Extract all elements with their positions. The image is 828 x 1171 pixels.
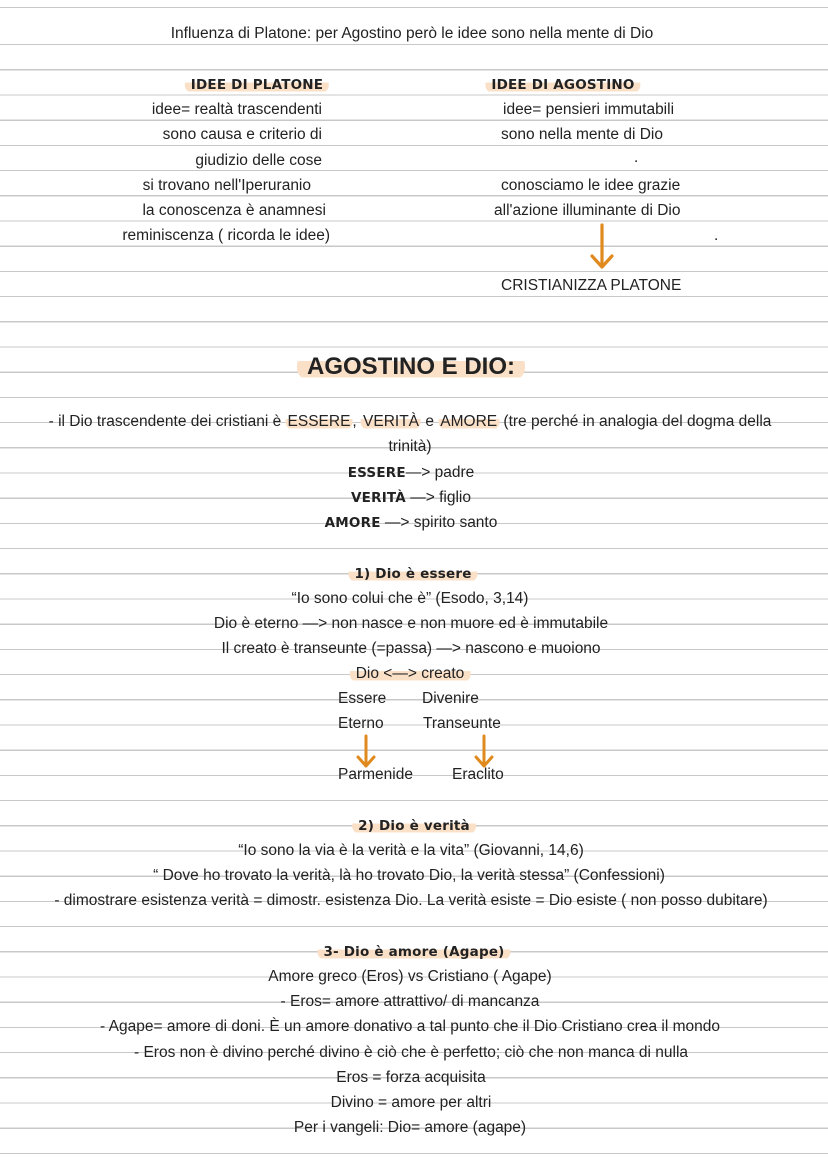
dio-amore-line: - Agape= amore di doni. È un amore donativo a tal punto che il Dio Cristiano crea il mondo (100, 1018, 720, 1035)
dio-amore-line: Per i vangeli: Dio= amore (agape) (293, 1119, 527, 1136)
arrow-down-icon (472, 734, 496, 770)
dio-amore-line: Eros = forza acquisita (336, 1069, 486, 1086)
dio-verita-line: “ Dove ho trovato la verità, là ho trovato Dio, la verità stessa” (Confessioni) (153, 867, 665, 884)
platone-line: la conoscenza è anamnesi (142, 202, 326, 219)
agostino-line: idee= pensieri immutabili (503, 101, 675, 118)
platone-heading: IDEE DI PLATONE (185, 76, 329, 94)
dio-essere-heading: 1) Dio è essere (348, 565, 477, 583)
contrast-right: Transeunte (423, 715, 501, 732)
intro-line: Influenza di Platone: per Agostino però le idee sono nella mente di Dio (170, 25, 654, 42)
dio-essere-line: Dio è eterno —> non nasce e non muore ed è immutabile (213, 615, 609, 632)
dio-creato-contrast: Dio <—> creato (350, 665, 471, 683)
platone-line: idee= realtà trascendenti (151, 101, 322, 118)
page-title: AGOSTINO E DIO: (297, 353, 525, 384)
trinity-intro: - il Dio trascendente dei cristiani è ESSERE , VERITÀ e AMORE (tre perché in analogia del dogma della (48, 413, 772, 430)
contrast-right: Divenire (422, 690, 479, 707)
platone-line: sono causa e criterio di (162, 126, 322, 143)
dio-amore-line: - Eros non è divino perché divino è ciò che è perfetto; ciò che non manca di nulla (133, 1044, 689, 1061)
agostino-heading: IDEE DI AGOSTINO (485, 76, 640, 94)
contrast-left: Essere (338, 690, 387, 707)
trinity-intro-cont: trinità) (388, 438, 432, 455)
dio-essere-line: “Io sono colui che è” (Esodo, 3,14) (291, 590, 529, 607)
contrast-left: Parmenide (338, 766, 413, 783)
agostino-line: sono nella mente di Dio (501, 126, 663, 143)
arrow-down-icon (588, 222, 616, 272)
agostino-conclusion: CRISTIANIZZA PLATONE (501, 277, 682, 294)
stray-dot: . (714, 227, 719, 244)
dio-verita-line: “Io sono la via è la verità e la vita” (Giovanni, 14,6) (238, 842, 584, 859)
dio-verita-heading: 2) Dio è verità (352, 817, 476, 835)
contrast-right: Eraclito (452, 766, 504, 783)
dio-amore-line: Divino = amore per altri (330, 1094, 492, 1111)
trinity-row: ESSERE—> padre (347, 464, 475, 481)
agostino-line: . (634, 149, 639, 166)
platone-line: reminiscenza ( ricorda le idee) (122, 227, 330, 244)
dio-amore-heading: 3- Dio è amore (Agape) (317, 943, 510, 961)
dio-essere-line: Il creato è transeunte (=passa) —> nascono e muoiono (221, 640, 601, 657)
contrast-left: Eterno (338, 715, 384, 732)
trinity-row: VERITÀ —> figlio (351, 489, 471, 506)
platone-line: si trovano nell'Iperuranio (142, 177, 311, 194)
agostino-line: conosciamo le idee grazie (501, 177, 681, 194)
arrow-down-icon (354, 734, 378, 770)
dio-amore-line: Amore greco (Eros) vs Cristiano ( Agape) (268, 968, 552, 985)
trinity-row: AMORE —> spirito santo (324, 514, 498, 531)
dio-verita-line: - dimostrare esistenza verità = dimostr. esistenza Dio. La verità esiste = Dio esiste ( non posso dubitare) (54, 892, 768, 909)
platone-line: giudizio delle cose (195, 152, 322, 169)
dio-amore-line: - Eros= amore attrattivo/ di mancanza (280, 993, 540, 1010)
agostino-line: all'azione illuminante di Dio (494, 202, 681, 219)
